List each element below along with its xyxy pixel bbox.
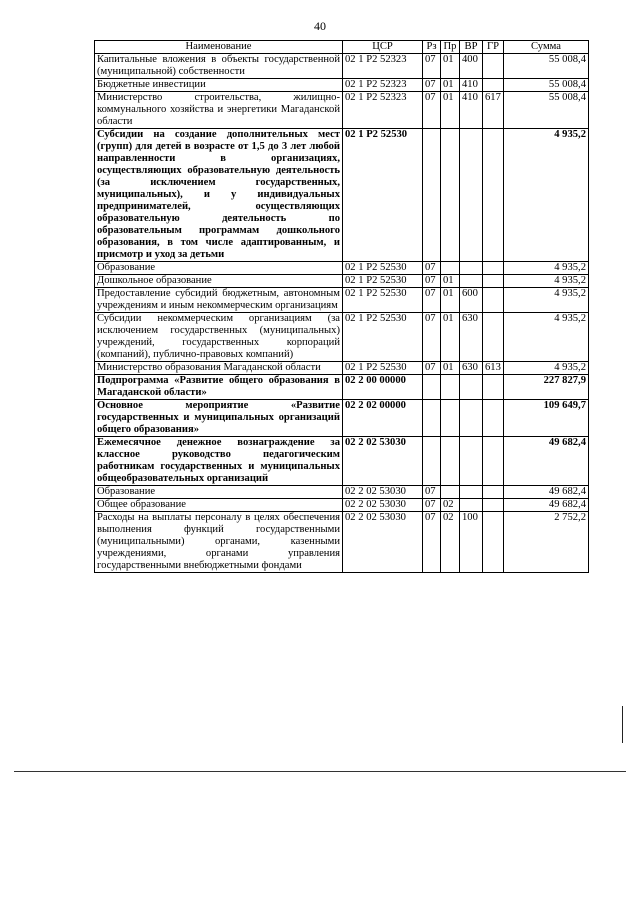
row-gr-cell [483,288,504,313]
row-sum-cell: 4 935,2 [504,288,589,313]
table-row [95,486,589,499]
row-pr-cell [441,129,460,262]
row-gr-cell [483,400,504,437]
row-pr-cell: 01 [441,275,460,288]
row-sum-cell: 49 682,4 [504,437,589,486]
row-csr-cell: 02 2 02 53030 [343,512,423,573]
header-csr: ЦСР [343,41,423,54]
row-pr-cell [441,400,460,437]
row-sum-cell: 4 935,2 [504,313,589,362]
table-row [95,313,589,362]
row-vr-cell [460,486,483,499]
row-csr-cell: 02 1 P2 52530 [343,275,423,288]
row-sum-cell: 55 008,4 [504,79,589,92]
row-sum-cell: 4 935,2 [504,362,589,375]
row-name-cell: Министерство строительства, жилищно-коммунального хозяйства и энергетики Магаданской области [95,92,343,129]
row-name-cell: Капитальные вложения в объекты государственной (муниципальной) собственности [95,54,343,79]
row-pr-cell [441,486,460,499]
header-sum: Сумма [504,41,589,54]
row-gr-cell: 617 [483,92,504,129]
row-vr-cell [460,129,483,262]
row-csr-cell: 02 1 P2 52530 [343,362,423,375]
row-sum-cell: 4 935,2 [504,129,589,262]
row-vr-cell: 410 [460,92,483,129]
row-vr-cell [460,262,483,275]
row-sum-cell: 109 649,7 [504,400,589,437]
row-rz-cell: 07 [423,512,441,573]
row-sum-cell: 49 682,4 [504,486,589,499]
row-vr-cell: 410 [460,79,483,92]
table-row [95,375,589,400]
row-name-cell: Бюджетные инвестиции [95,79,343,92]
row-gr-cell [483,129,504,262]
row-csr-cell: 02 1 P2 52323 [343,92,423,129]
row-name-cell: Субсидии на создание дополнительных мест (групп) для детей в возрасте от 1,5 до 3 лет любой направленности в организациях, осуществляющих образовательную деятельность (за исключением государственных, муниципальных), и у индивидуальных предпринимателей, осуществляющих образовательную деятельность по образовательным программам дошкольного образования, в том числе адаптированным, и присмотр и уход за детьми [95,129,343,262]
row-vr-cell [460,400,483,437]
row-rz-cell: 07 [423,362,441,375]
row-vr-cell [460,437,483,486]
row-vr-cell [460,275,483,288]
row-pr-cell [441,262,460,275]
row-vr-cell: 630 [460,362,483,375]
row-rz-cell [423,437,441,486]
row-sum-cell: 227 827,9 [504,375,589,400]
row-rz-cell: 07 [423,499,441,512]
row-pr-cell: 02 [441,499,460,512]
row-name-cell: Ежемесячное денежное вознаграждение за классное руководство педагогическим работникам государственных и муниципальных общеобразовательных организаций [95,437,343,486]
row-rz-cell: 07 [423,54,441,79]
margin-rule [622,706,623,743]
table-row [95,54,589,79]
row-name-cell: Расходы на выплаты персоналу в целях обеспечения выполнения функций государственными (муниципальными) органами, казенными учреждениями, органами управления государственными внебюджетными фондами [95,512,343,573]
table-row [95,362,589,375]
row-csr-cell: 02 1 P2 52323 [343,54,423,79]
page-bottom-rule [14,771,626,772]
row-gr-cell [483,313,504,362]
row-name-cell: Субсидии некоммерческим организациям (за исключением государственных (муниципальных) учреждений, государственных корпораций (компаний), публично-правовых компаний) [95,313,343,362]
row-name-cell: Министерство образования Магаданской области [95,362,343,375]
row-rz-cell [423,129,441,262]
row-gr-cell [483,512,504,573]
row-gr-cell [483,499,504,512]
row-vr-cell: 600 [460,288,483,313]
row-vr-cell [460,499,483,512]
row-vr-cell: 630 [460,313,483,362]
row-rz-cell: 07 [423,275,441,288]
row-gr-cell [483,437,504,486]
row-csr-cell: 02 1 P2 52530 [343,129,423,262]
row-pr-cell [441,375,460,400]
row-name-cell: Основное мероприятие «Развитие государственных и муниципальных организаций общего образования» [95,400,343,437]
page-number: 40 [314,19,326,33]
row-gr-cell [483,486,504,499]
row-csr-cell: 02 2 02 53030 [343,499,423,512]
header-vr: ВР [460,41,483,54]
table-row [95,288,589,313]
row-pr-cell: 02 [441,512,460,573]
row-csr-cell: 02 2 02 53030 [343,486,423,499]
row-pr-cell: 01 [441,362,460,375]
row-gr-cell [483,375,504,400]
row-rz-cell: 07 [423,288,441,313]
header-pr: Пр [441,41,460,54]
row-sum-cell: 4 935,2 [504,262,589,275]
row-rz-cell: 07 [423,92,441,129]
table-row [95,129,589,262]
row-vr-cell: 100 [460,512,483,573]
row-name-cell: Предоставление субсидий бюджетным, автономным учреждениям и иным некоммерческим организациям [95,288,343,313]
row-rz-cell: 07 [423,79,441,92]
row-name-cell: Образование [95,486,343,499]
row-pr-cell: 01 [441,288,460,313]
table-row [95,437,589,486]
row-rz-cell: 07 [423,486,441,499]
row-gr-cell [483,262,504,275]
row-name-cell: Подпрограмма «Развитие общего образования в Магаданской области» [95,375,343,400]
header-name: Наименование [95,41,343,54]
row-sum-cell: 4 935,2 [504,275,589,288]
table-row [95,275,589,288]
row-sum-cell: 55 008,4 [504,92,589,129]
table-row [95,262,589,275]
table-body [95,54,589,573]
row-csr-cell: 02 1 P2 52323 [343,79,423,92]
row-name-cell: Общее образование [95,499,343,512]
row-sum-cell: 2 752,2 [504,512,589,573]
row-pr-cell: 01 [441,313,460,362]
row-rz-cell: 07 [423,313,441,362]
table-row [95,499,589,512]
row-sum-cell: 49 682,4 [504,499,589,512]
row-vr-cell [460,375,483,400]
table-row [95,92,589,129]
row-csr-cell: 02 1 P2 52530 [343,262,423,275]
row-gr-cell [483,54,504,79]
row-csr-cell: 02 2 00 00000 [343,375,423,400]
row-csr-cell: 02 2 02 00000 [343,400,423,437]
row-pr-cell: 01 [441,54,460,79]
row-gr-cell [483,79,504,92]
row-csr-cell: 02 1 P2 52530 [343,313,423,362]
row-rz-cell [423,400,441,437]
row-name-cell: Образование [95,262,343,275]
row-pr-cell: 01 [441,79,460,92]
row-pr-cell [441,437,460,486]
row-name-cell: Дошкольное образование [95,275,343,288]
row-vr-cell: 400 [460,54,483,79]
header-gr: ГР [483,41,504,54]
row-rz-cell [423,375,441,400]
row-gr-cell [483,275,504,288]
row-pr-cell: 01 [441,92,460,129]
budget-table [94,40,589,573]
table-header-row [95,41,589,54]
header-rz: Рз [423,41,441,54]
table-row [95,400,589,437]
row-csr-cell: 02 2 02 53030 [343,437,423,486]
row-gr-cell: 613 [483,362,504,375]
table-row [95,79,589,92]
row-rz-cell: 07 [423,262,441,275]
row-csr-cell: 02 1 P2 52530 [343,288,423,313]
row-sum-cell: 55 008,4 [504,54,589,79]
table-row [95,512,589,573]
